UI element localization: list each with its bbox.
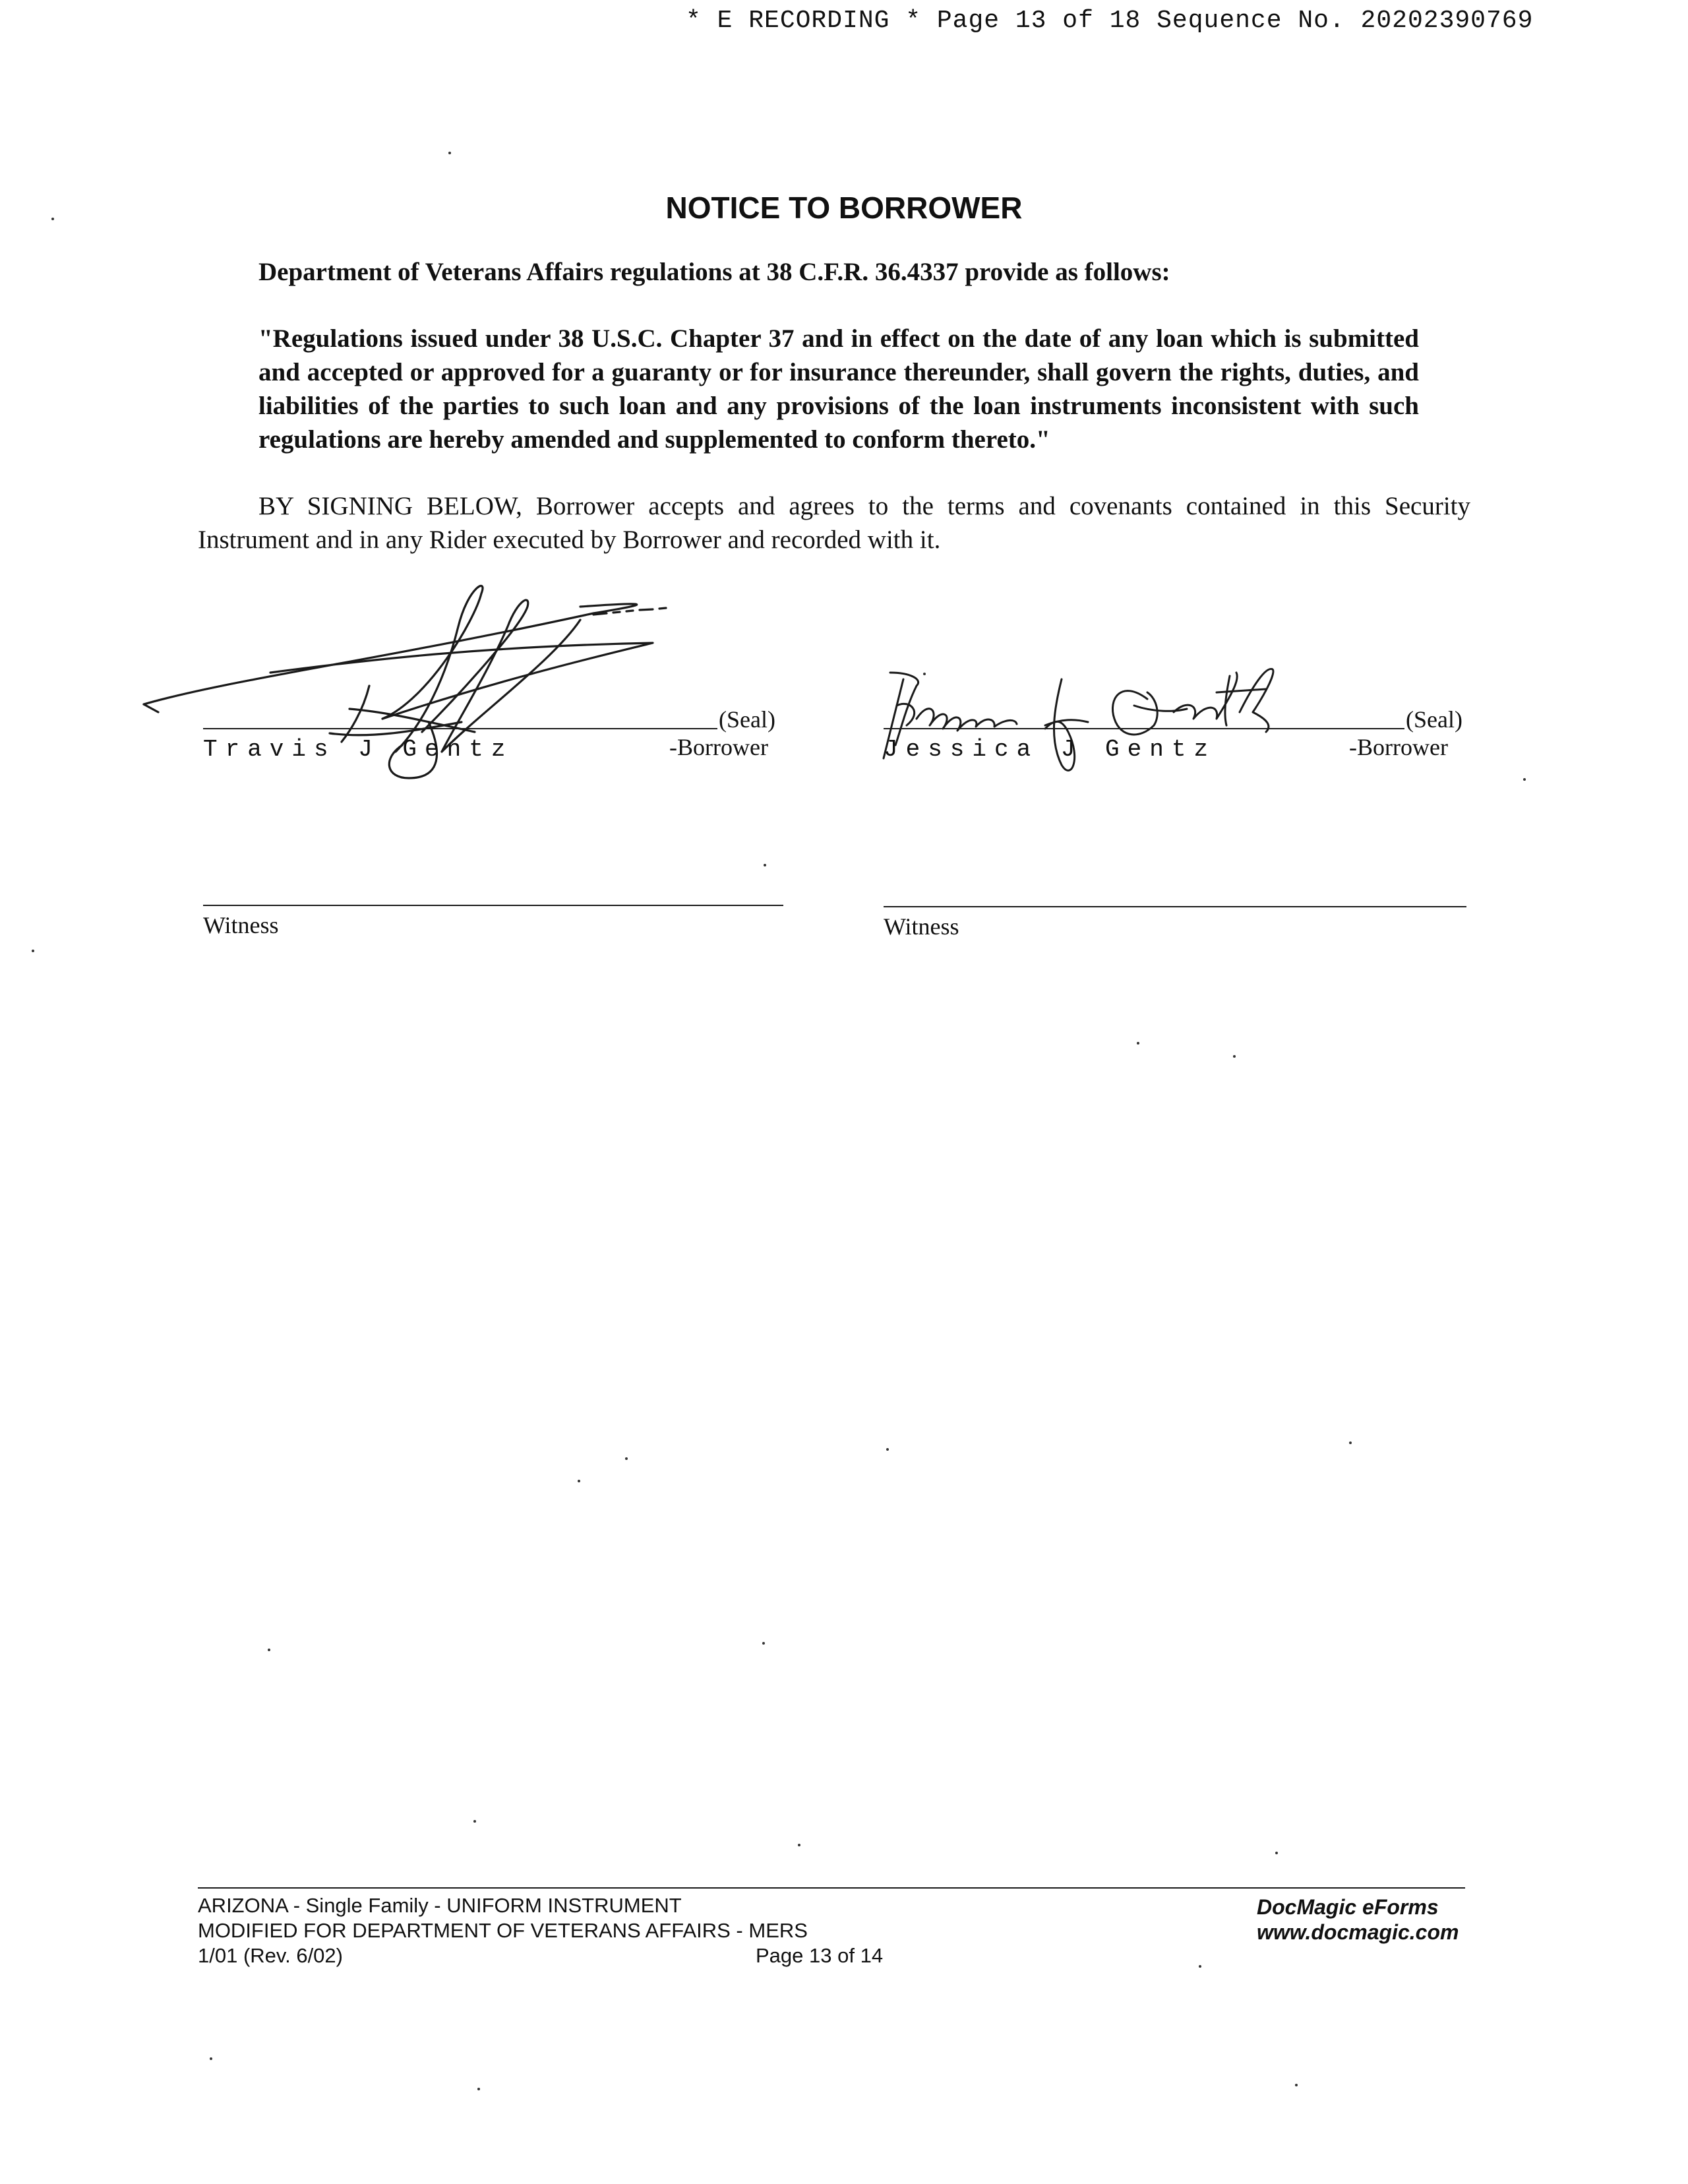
signature-line [203,728,717,729]
scan-speck [578,1480,580,1482]
notice-title: NOTICE TO BORROWER [665,191,1023,225]
borrower-role-label: -Borrower [1349,734,1448,760]
witness-line [884,906,1466,907]
scan-speck [210,2057,212,2060]
borrower-name: Travis J Gentz [203,736,514,763]
signature-line [884,728,1404,729]
signing-statement: BY SIGNING BELOW, Borrower accepts and agrees to the terms and covenants contained in this Security Instrument and in any Rider executed by Borrower and recorded with it. [198,492,1470,554]
witness-label: Witness [203,912,279,938]
witness-line [203,905,783,906]
scan-speck [477,2088,480,2090]
scan-speck [762,1642,765,1645]
seal-label: (Seal) [1406,706,1462,733]
scan-speck [473,1820,476,1823]
footer-brand-logo: DocMagic eForms [1257,1895,1439,1919]
scan-speck [268,1649,270,1651]
scan-speck [625,1457,628,1460]
footer-brand-url: www.docmagic.com [1257,1920,1459,1944]
footer-rule [198,1887,1465,1889]
scan-speck [1233,1055,1236,1058]
regulation-quote: "Regulations issued under 38 U.S.C. Chapter 37 and in effect on the date of any loan which is submitted and accepted or approved for a guaranty or for insurance thereunder, shall govern the rights, duties, and liabilities of the parties to such loan and any provisions of the loan instruments inconsistent with such regulations are hereby amended and supplemented to conform thereto." [258,324,1419,454]
scan-speck [764,864,766,866]
footer-form-title: ARIZONA - Single Family - UNIFORM INSTRUMENT [198,1894,682,1917]
borrower-signature-block-1 [132,580,791,818]
borrower-role-label: -Borrower [669,734,768,760]
footer-revision: 1/01 (Rev. 6/02) [198,1944,343,1967]
recording-header: * E RECORDING * Page 13 of 18 Sequence No. 20202390769 [686,7,1534,35]
scan-speck [1199,1965,1201,1968]
footer-page-number: Page 13 of 14 [756,1944,884,1967]
scan-speck [51,218,54,220]
regulation-intro: Department of Veterans Affairs regulations at 38 C.F.R. 36.4337 provide as follows: [258,258,1170,286]
handwritten-signature-jessica [844,653,1490,785]
scan-speck [886,1448,889,1451]
borrower-signature-block-2 [844,653,1490,785]
witness-label: Witness [884,913,959,940]
scan-speck [1275,1852,1278,1854]
scan-speck [1295,2084,1298,2086]
footer-form-subtitle: MODIFIED FOR DEPARTMENT OF VETERANS AFFAIRS - MERS [198,1919,808,1942]
scan-speck [923,673,926,675]
seal-label: (Seal) [719,706,775,733]
scan-speck [1349,1441,1352,1444]
scan-speck [798,1844,800,1846]
scan-speck [1137,1042,1139,1045]
borrower-name: Jessica J Gentz [884,736,1217,763]
handwritten-signature-travis [132,580,791,818]
scan-speck [448,152,451,154]
scan-speck [1523,778,1526,781]
scan-speck [32,950,34,952]
